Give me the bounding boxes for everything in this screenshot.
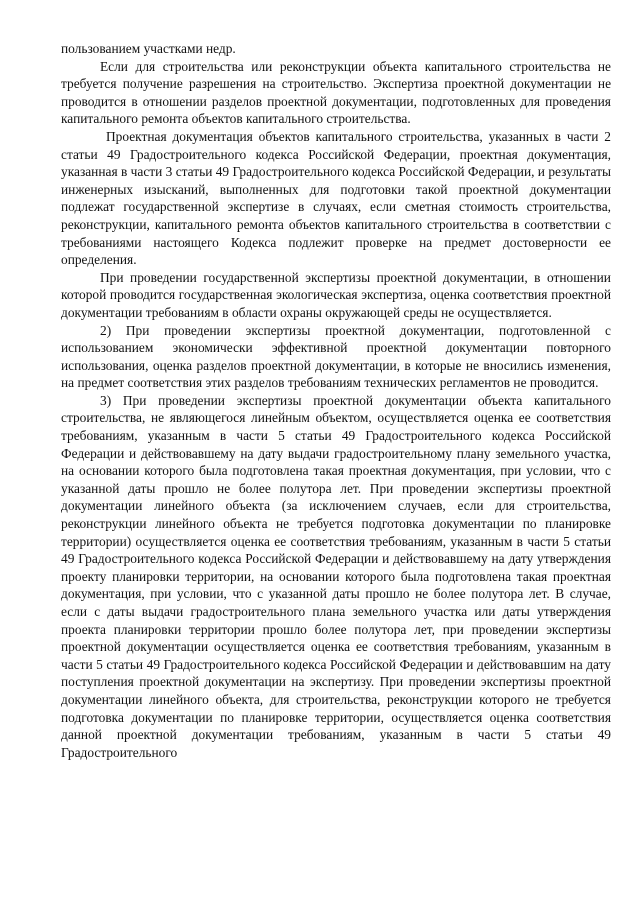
text-line: отношении которой проводится государственная экологическая экспертиза, оценка [61,269,611,303]
text-line: Если для строительства или реконструкции объекта капитального [100,58,502,74]
text-line: планировке территории) осуществляется оценка ее соответствия требованиям, [61,516,611,549]
text-line: среды не осуществляется. [403,304,552,320]
paragraph-state-expertise [61,128,611,269]
text-line: документации требованиям, указанным в части 5 статьи 49 Градостроительного [61,727,612,760]
text-line: и действовавшим на дату поступления проектной документации на экспертизу. При [61,656,611,690]
text-line: капитального строительства. [246,111,411,127]
text-line: и действовавшему на дату утверждения проекту планировки территории, на [61,551,611,584]
text-line: настоящего Кодекса подлежит проверке на предмет достоверности ее определения. [61,234,611,268]
text-line: проектной документации осуществляется оценка ее соответствия требованиям, [61,639,531,655]
text-line: указанным в части 5 статьи 49 Градостроительного кодекса Российской Федерации [61,639,611,672]
text-line: градостроительному плану земельного участка, на основании которого была [61,445,611,479]
text-line: изменения, на предмет соответствия этих разделов требованиям технических [61,357,611,391]
text-line: подготовки такой проектной документации подлежат государственной экспертизе в [61,181,611,215]
text-line: строительства не требуется получение разрешения на строительство. Экспертиза [61,58,611,92]
text-line: использования, оценка разделов проектной документации, в которые не вносились [61,357,543,373]
text-line: использованием экономически эффективной проектной документации повторного [61,340,611,356]
text-line: документации, подготовленных для проведения капитального ремонта объектов [61,93,611,127]
text-line: пользованием участками недр. [61,41,236,56]
text-line: подготовлена такая проектная документация, при условии, что с указанной даты [61,463,611,496]
text-line: соответствия требованиям, указанным в части 5 статьи 49 Градостроительного [61,410,611,444]
text-line: проведении экспертизы проектной документации линейного объекта, для [61,674,611,707]
paragraph-ecological [61,269,611,322]
text-line: регламентов не проводится. [439,375,599,391]
text-line: градостроительного плана земельного участка или даты утверждения проекта [61,604,611,637]
text-line: реконструкции линейного объекта не требуется подготовка документации по [61,516,537,532]
text-line: случаях, если сметная стоимость строительства, реконструкции, капитального [61,199,611,232]
paragraph-item-3 [61,392,611,761]
text-line: прошло не более полутора лет. При проведении экспертизы проектной [164,480,611,496]
document-page [61,40,611,761]
paragraph-item-2 [61,322,611,392]
text-line: 3) При проведении экспертизы проектной документации объекта капитального [100,392,611,408]
text-line: части 2 статьи 49 Градостроительного кодекса Российской Федерации, проектная [61,128,611,162]
text-line: Проектная документация объектов капитального строительства, указанных в [106,128,561,144]
text-line: планировке территории, осуществляется оценка соответствия данной проектной [61,709,611,743]
text-line: документации линейного объекта (за исключением случаев, если для строительства, [61,498,611,514]
text-line: что с указанной даты прошло не более полутора лет. В случае, если с даты выдачи [61,586,611,619]
text-line: соответствия проектной документации требованиям в области охраны окружающей [61,287,611,320]
text-line: проектной документации не проводится в отношении разделов проектной [61,76,612,109]
text-line: ремонта объектов капитального строительства в соответствии с требованиями [61,216,611,250]
text-line: При проведении государственной экспертизы проектной документации, в [100,269,541,285]
text-line: указанным в части 5 статьи 49 Градостроительного кодекса Российской Федерации [61,533,611,567]
paragraph-no-permit [61,58,611,128]
text-line: 2) При проведении экспертизы проектной документации, подготовленной с [100,322,611,338]
text-line: кодекса Российской Федерации и действовавшему на дату выдачи [61,428,611,461]
text-line: строительства, реконструкции которого не требуется подготовка документации по [61,691,611,725]
text-line: основании которого была подготовлена такая проектная документация, при условии, [61,568,612,602]
text-line: документация, указанная в части 3 статьи 49 Градостроительного кодекса [61,146,612,180]
text-line: Российской Федерации, и результаты инженерных изысканий, выполненных для [61,164,611,197]
paragraph-continuation [61,40,611,58]
text-line: планировки территории прошло более полутора лет, при проведении экспертизы [113,621,611,637]
text-line: строительства, не являющегося линейным объектом, осуществляется оценка ее [61,410,531,426]
